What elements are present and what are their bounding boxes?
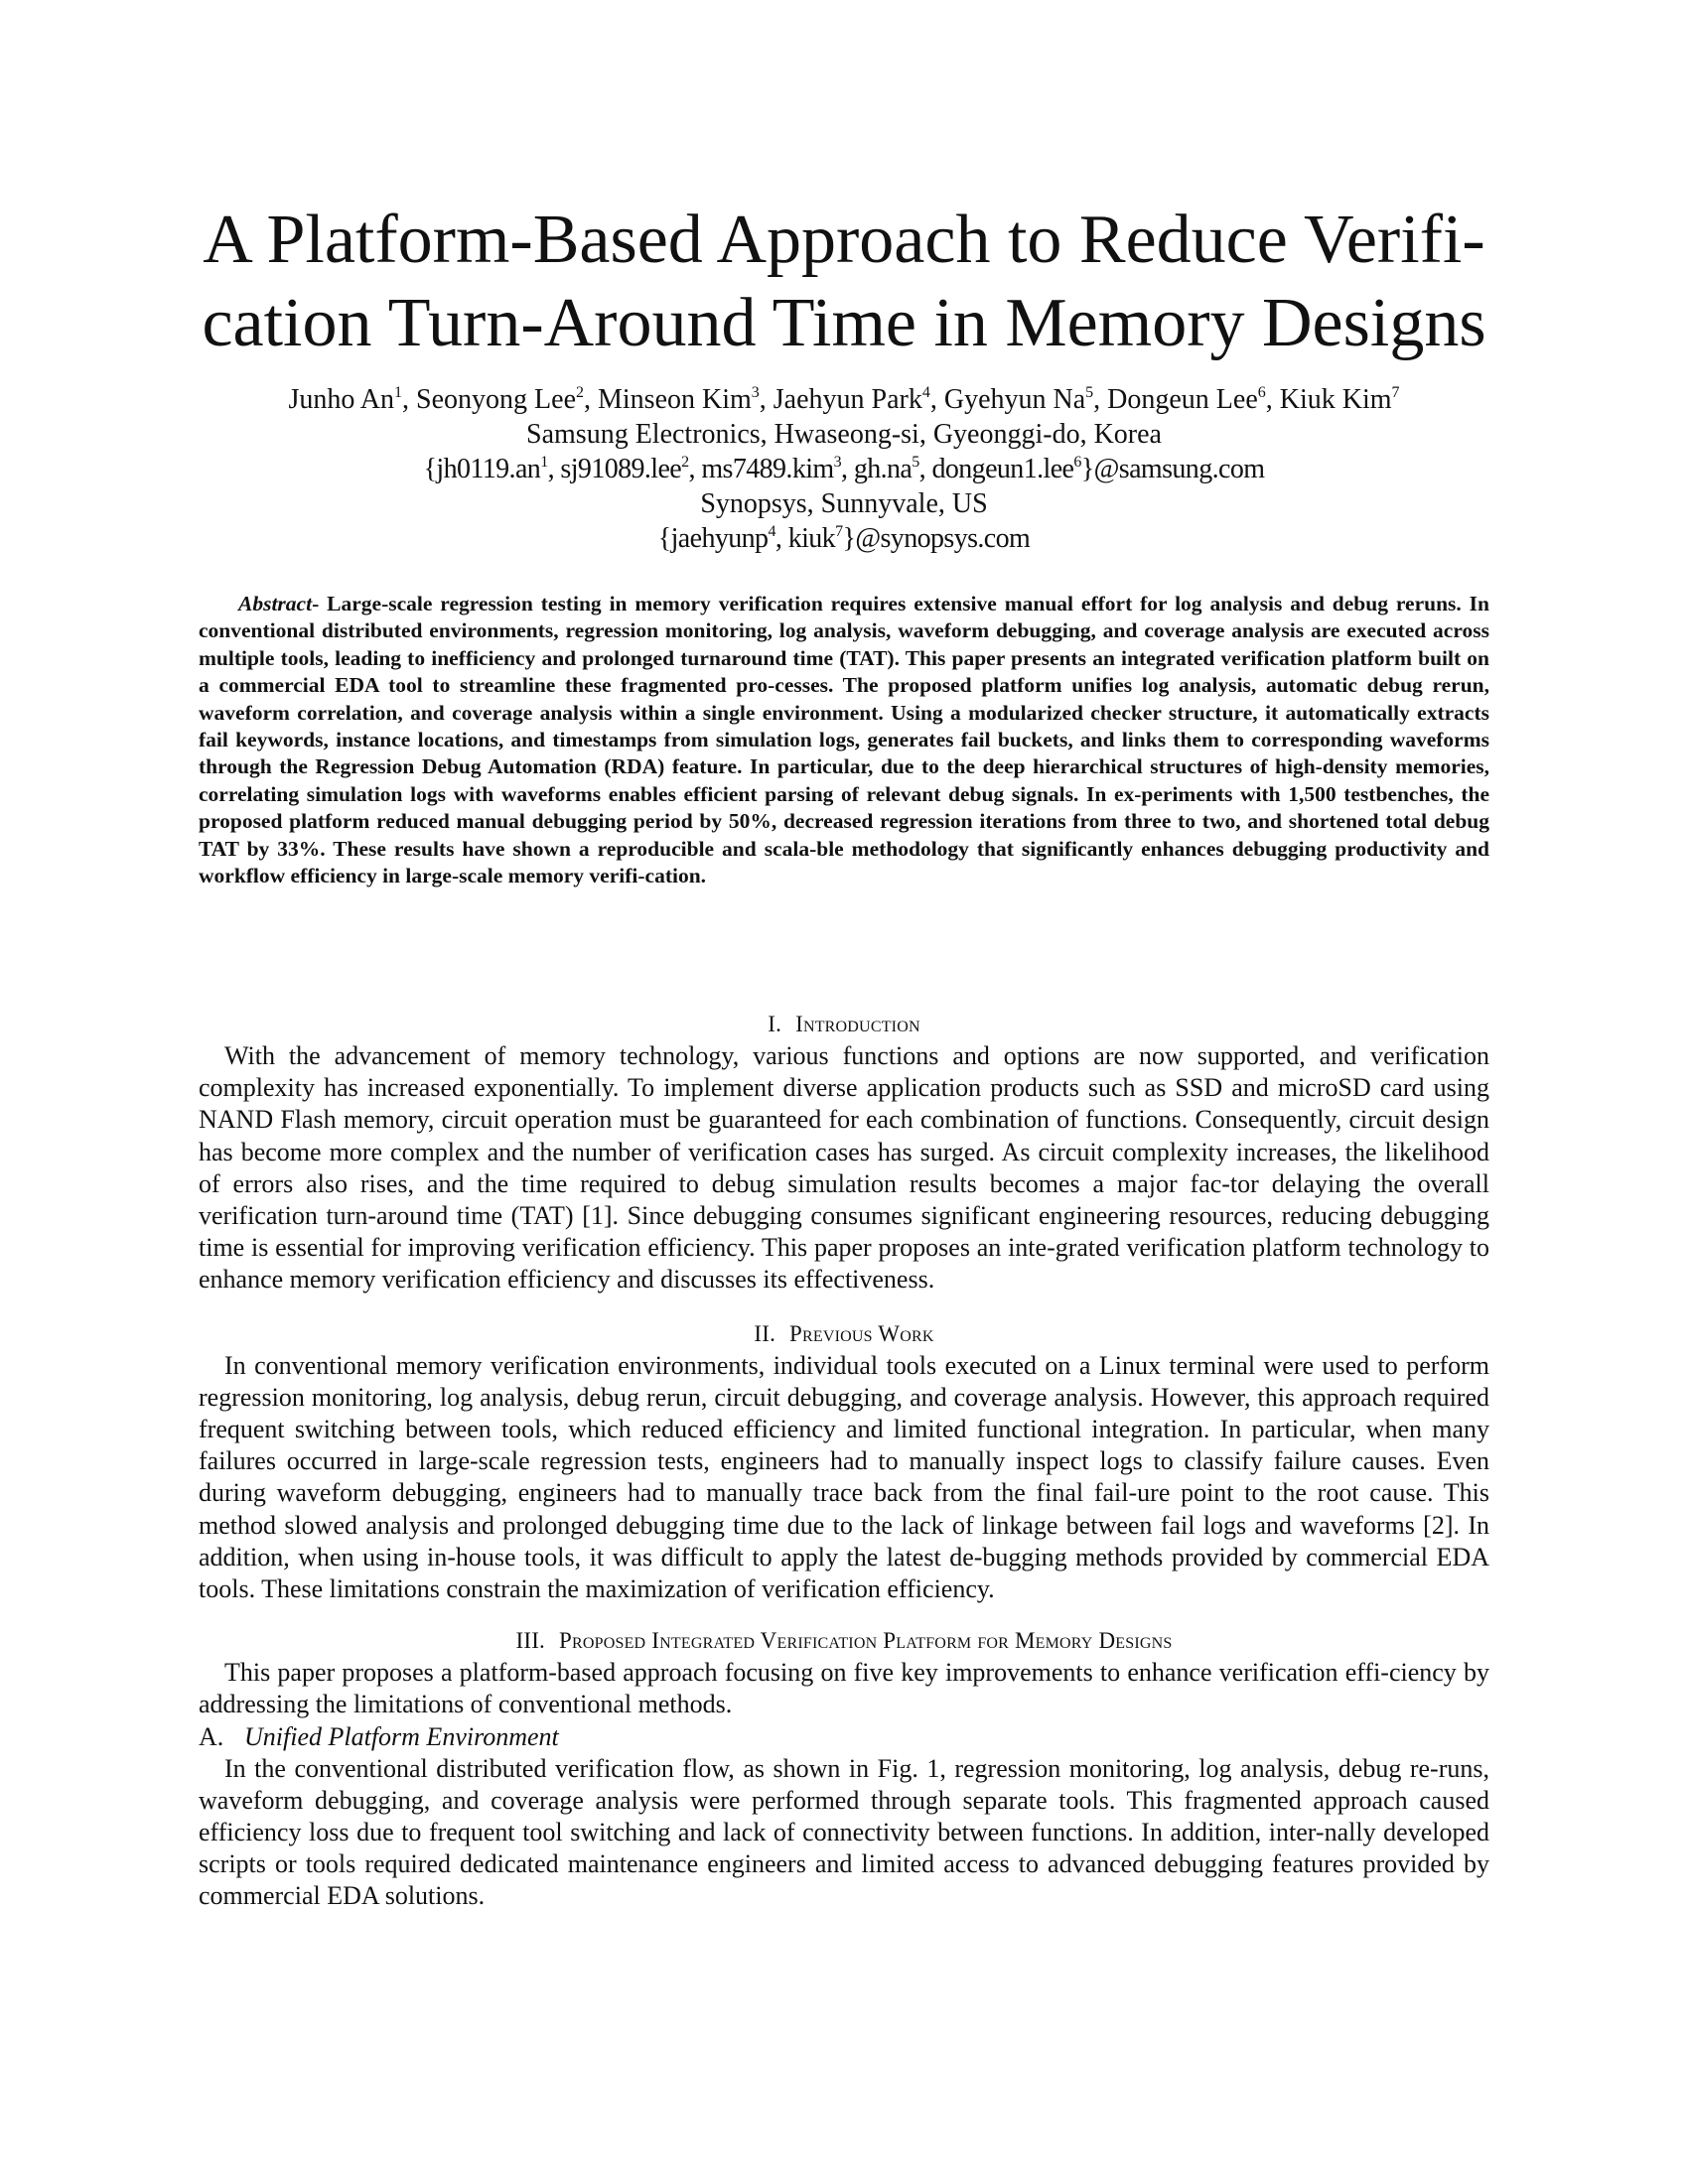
title-line-2: cation Turn-Around Time in Memory Designs — [202, 285, 1486, 361]
abstract-label: Abstract — [238, 592, 313, 615]
abstract — [199, 591, 1489, 889]
introduction-paragraph: With the advancement of memory technology, various functions and options are now supported, and verification complexity has increased exponentially. To implement diverse application products such as SSD and microSD card using NAND Flash memory, circuit operation must be guaranteed for each combination of functions. Consequently, circuit design has become more complex and the number of verification cases has surged. As circuit complexity increases, the likelihood of errors also rises, and the time required to debug simulation results becomes a major fac-tor delaying the overall verification turn-around time (TAT) [1]. Since debugging consumes significant engineering resources, reducing debugging time is essential for improving verification efficiency. This paper proposes an inte-grated verification platform technology to enhance memory verification efficiency and discusses its effectiveness. — [199, 1041, 1489, 1295]
email-brace: { — [657, 523, 671, 554]
email-sup: 7 — [835, 523, 843, 540]
author-name: Dongeun Lee — [1107, 384, 1258, 415]
body-text — [199, 1009, 1489, 1913]
author-name: Junho An — [288, 384, 395, 415]
author-sup: 6 — [1257, 384, 1266, 401]
section-heading-previous-work — [199, 1318, 1489, 1350]
section-title: Proposed Integrated Verification Platform for Memory Designs — [559, 1628, 1173, 1654]
author-name: Jaehyun Park — [773, 384, 922, 415]
paper-title — [149, 199, 1539, 365]
title-line-1: A Platform-Based Approach to Reduce Verifi- — [203, 202, 1485, 278]
author-name: Seonyong Lee — [416, 384, 576, 415]
email-id: gh.na — [853, 454, 913, 484]
email-domain: }@samsung.com — [1080, 454, 1265, 484]
section-spacer — [199, 1605, 1489, 1625]
unified-platform-paragraph: In the conventional distributed verification flow, as shown in Fig. 1, regression monitoring, log analysis, debug re-runs, waveform debugging, and coverage analysis were performed through separate tools. This fragmented approach caused efficiency loss due to frequent tool switching and lack of connectivity between functions. In addition, inter-nally developed scripts or tools required dedicated maintenance engineers and limited access to advanced debugging features provided by commercial EDA solutions. — [199, 1753, 1489, 1911]
email-domain: }@synopsys.com — [842, 523, 1031, 554]
email-sup: 5 — [912, 454, 919, 471]
email-list-samsung: {$jh0119.an^1$, sj91089.lee$^2$, ms7489.kim$^3$, $gh.na^5$, dongeun1.lee$^6$}@samsung.com — [423, 454, 1265, 484]
author-sup: 5 — [1085, 384, 1094, 401]
author-sup: 7 — [1391, 384, 1400, 401]
email-sup: 3 — [833, 454, 842, 471]
email-id: jh0119.an — [436, 454, 541, 484]
subsection-title: Unified Platform Environment — [244, 1721, 559, 1751]
email-sup: 4 — [768, 523, 775, 540]
email-list-synopsys: {jaehyunp$^4$, kiuk$^7$}@synopsys.com — [657, 523, 1031, 554]
abstract-paragraph — [199, 591, 1489, 889]
author-name: Gyehyun Na — [943, 384, 1086, 415]
email-sup: 1 — [540, 454, 548, 471]
email-id: jaehyunp — [670, 523, 769, 554]
section-spacer — [199, 1297, 1489, 1318]
section-title: Previous Work — [789, 1320, 934, 1346]
affiliation-synopsys: Synopsys, Sunnyvale, US — [700, 488, 988, 519]
section-number: II. — [754, 1320, 776, 1346]
email-id: dongeun1.lee — [931, 454, 1074, 484]
abstract-text: - Large-scale regression testing in memory verification requires extensive manual effort for log analysis and debug reruns. In conventional distributed environments, regression monitoring, log analysis, waveform debugging, and coverage analysis are executed across multiple tools, leading to inefficiency and prolonged turnaround time (TAT). This paper presents an integrated verification platform built on a commercial EDA tool to streamline these fragmented pro-cesses. The proposed platform unifies log analysis, automatic debug rerun, waveform correlation, and coverage analysis within a single environment. Using a modularized checker structure, it automatically extracts fail keywords, instance locations, and timestamps from simulation logs, generates fail buckets, and links them to corresponding waveforms through the Regression Debug Automation (RDA) feature. In particular, due to the deep hierarchical structures of high-density memories, correlating simulation logs with waveforms enables efficient parsing of relevant debug signals. In ex-periments with 1,500 testbenches, the proposed platform reduced manual debugging period by 50%, decreased regression iterations from three to two, and shortened total debug TAT by 33%. These results have shown a reproducible and scala-ble methodology that significantly enhances debugging productivity and workflow efficiency in large-scale memory verifi-cation. — [199, 592, 1489, 888]
subsection-heading-unified-platform — [199, 1721, 1489, 1753]
email-id: sj91089.lee — [560, 454, 682, 484]
section-heading-introduction — [199, 1009, 1489, 1040]
email-id: kiuk — [787, 523, 836, 554]
email-id: ms7489.kim — [701, 454, 834, 484]
email-sup: 2 — [681, 454, 689, 471]
section-heading-proposed-platform — [199, 1625, 1489, 1657]
author-sup: 2 — [576, 384, 584, 401]
affiliation-samsung: Samsung Electronics, Hwaseong-si, Gyeonggi-do, Korea — [526, 419, 1162, 450]
author-block — [149, 382, 1539, 556]
section-number: III. — [515, 1628, 546, 1654]
author-name: Kiuk Kim — [1279, 384, 1392, 415]
author-name: Minseon Kim — [598, 384, 752, 415]
section-title: Introduction — [795, 1012, 920, 1036]
author-sup: 1 — [394, 384, 403, 401]
previous-work-paragraph: In conventional memory verification environments, individual tools executed on a Linux terminal were used to perform regression monitoring, log analysis, debug rerun, circuit debugging, and coverage analysis. However, this approach required frequent switching between tools, which reduced efficiency and limited functional integration. In particular, when many failures occurred in large-scale regression tests, engineers had to manually inspect logs to classify failure causes. Even during waveform debugging, engineers had to manually trace back from the final fail-ure point to the root cause. This method slowed analysis and prolonged debugging time due to the lack of linkage between fail logs and waveforms [2]. In addition, when using in-house tools, it was difficult to apply the latest de-bugging methods provided by commercial EDA tools. These limitations constrain the maximization of verification efficiency. — [199, 1350, 1489, 1604]
email-brace: { — [423, 454, 437, 484]
author-sup: 3 — [751, 384, 760, 401]
proposed-intro-paragraph: This paper proposes a platform-based approach focusing on five key improvements to enhance verification effi-ciency by addressing the limitations of conventional methods. — [199, 1658, 1489, 1719]
author-list: Junho An$^1$, Seonyong Lee$^2$, Minseon Kim$^3$, Jaehyun Park$^4$, Gyehyun Na$^5$, Dongeun Lee$^6$, Kiuk Kim$^7$ — [288, 384, 1400, 415]
email-sup: 6 — [1073, 454, 1081, 471]
section-number: I. — [768, 1012, 782, 1036]
subsection-label: A. — [199, 1721, 224, 1751]
author-sup: 4 — [921, 384, 930, 401]
